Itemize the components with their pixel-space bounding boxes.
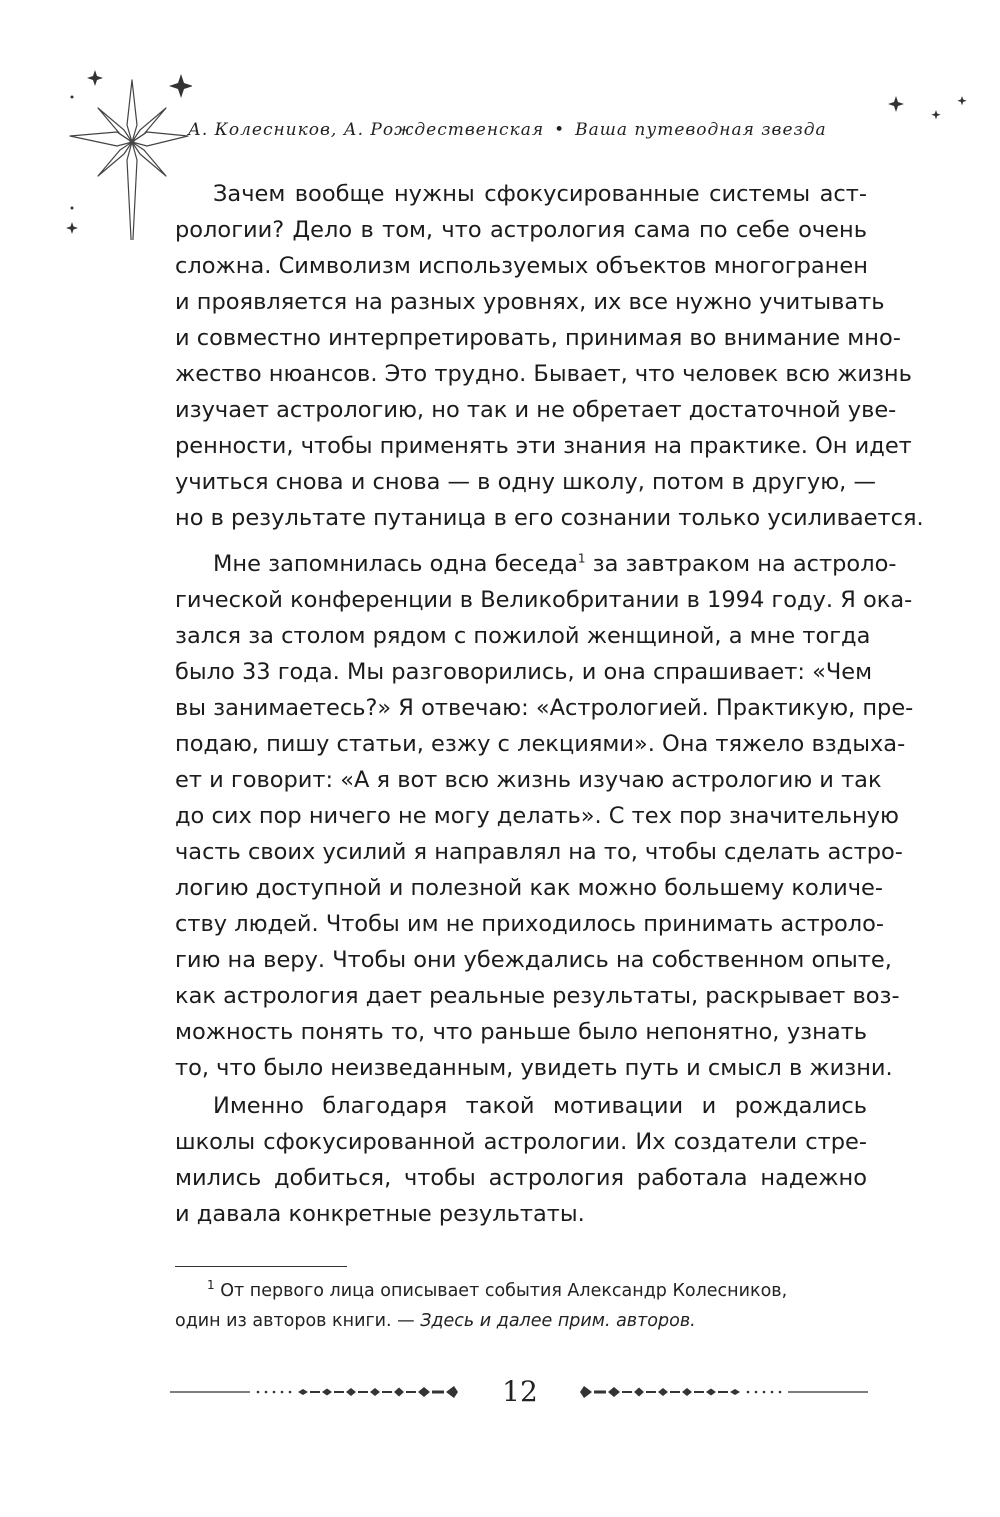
header-book-title: Ваша путеводная звезда (575, 120, 827, 140)
moon-stars-ornament (880, 90, 970, 170)
body-line-text: за завтраком на астроло- (585, 551, 897, 577)
body-line: как астрология дает реальные результаты, раскрывает воз- (175, 983, 900, 1009)
compass-star-ornament (62, 60, 192, 240)
body-line: зался за столом рядом с пожилой женщиной, а мне тогда (175, 623, 871, 649)
body-line: до сих пор ничего не могу делать». С тех пор значительную (175, 803, 899, 829)
body-line: гию на веру. Чтобы они убеждались на собственном опыте, (175, 947, 892, 973)
body-line: было 33 года. Мы разговорились, и она спрашивает: «Чем (175, 659, 873, 685)
body-line: рологии? Дело в том, что астрология сама по себе очень (175, 217, 867, 243)
body-line: логию доступной и полезной как можно большему количе- (175, 875, 883, 901)
body-line: мились добиться, чтобы астрология работала надежно (175, 1165, 867, 1191)
body-line: часть своих усилий я направлял на то, чтобы сделать астро- (175, 839, 903, 865)
body-line: гической конференции в Великобритании в 1994 году. Я ока- (175, 587, 913, 613)
left-page-ornament (170, 1382, 470, 1402)
footnote-text: один из авторов книги. — (175, 1311, 421, 1331)
footnote-line (175, 1306, 867, 1336)
footnote-italic-text: Здесь и далее прим. авторов. (420, 1311, 696, 1331)
body-line-with-footnote-ref (175, 546, 897, 582)
body-line-text: Мне запомнилась одна беседа (213, 551, 578, 577)
running-header (188, 120, 868, 150)
body-line: школы сфокусированной астрологии. Их создатели стре- (175, 1129, 867, 1155)
body-line: Зачем вообще нужны сфокусированные системы аст- (213, 181, 867, 207)
body-line: можность понять то, что раньше было непонятно, узнать (175, 1019, 867, 1045)
page-number: 12 (502, 1375, 538, 1408)
body-line: подаю, пишу статьи, езжу с лекциями». Она тяжело вздыха- (175, 731, 906, 757)
header-authors: А. Колесников, А. Рождественская (188, 120, 545, 140)
footnote-line (175, 1276, 867, 1306)
footnote-reference: 1 (577, 551, 586, 566)
body-line: Именно благодаря такой мотивации и рождались (213, 1093, 867, 1119)
body-line: сложна. Символизм используемых объектов многогранен (175, 253, 868, 279)
body-line: и совместно интерпретировать, принимая во внимание мно- (175, 325, 901, 351)
body-line: изучает астрологию, но так и не обретает достаточной уве- (175, 397, 897, 423)
footnote-rule (175, 1266, 347, 1267)
right-page-ornament (568, 1382, 868, 1402)
body-line: ству людей. Чтобы им не приходилось принимать астроло- (175, 911, 885, 937)
body-line: и проявляется на разных уровнях, их все нужно учитывать (175, 289, 885, 315)
body-line: то, что было неизведанным, увидеть путь и смысл в жизни. (175, 1055, 893, 1081)
body-line: ренности, чтобы применять эти знания на практике. Он идет (175, 433, 912, 459)
body-line: и давала конкретные результаты. (175, 1201, 585, 1227)
header-separator: • (554, 120, 566, 140)
footnote-text: От первого лица описывает события Александр Колесников, (220, 1281, 788, 1301)
footnote-mark: 1 (207, 1278, 215, 1293)
body-line: жество нюансов. Это трудно. Бывает, что человек всю жизнь (175, 361, 912, 387)
body-line: учиться снова и снова — в одну школу, потом в другую, — (175, 469, 876, 495)
body-line: ет и говорит: «А я вот всю жизнь изучаю астрологию и так (175, 767, 882, 793)
body-line: но в результате путаница в его сознании только усиливается. (175, 505, 924, 531)
body-line: вы занимаетесь?» Я отвечаю: «Астрологией. Практикую, пре- (175, 695, 914, 721)
